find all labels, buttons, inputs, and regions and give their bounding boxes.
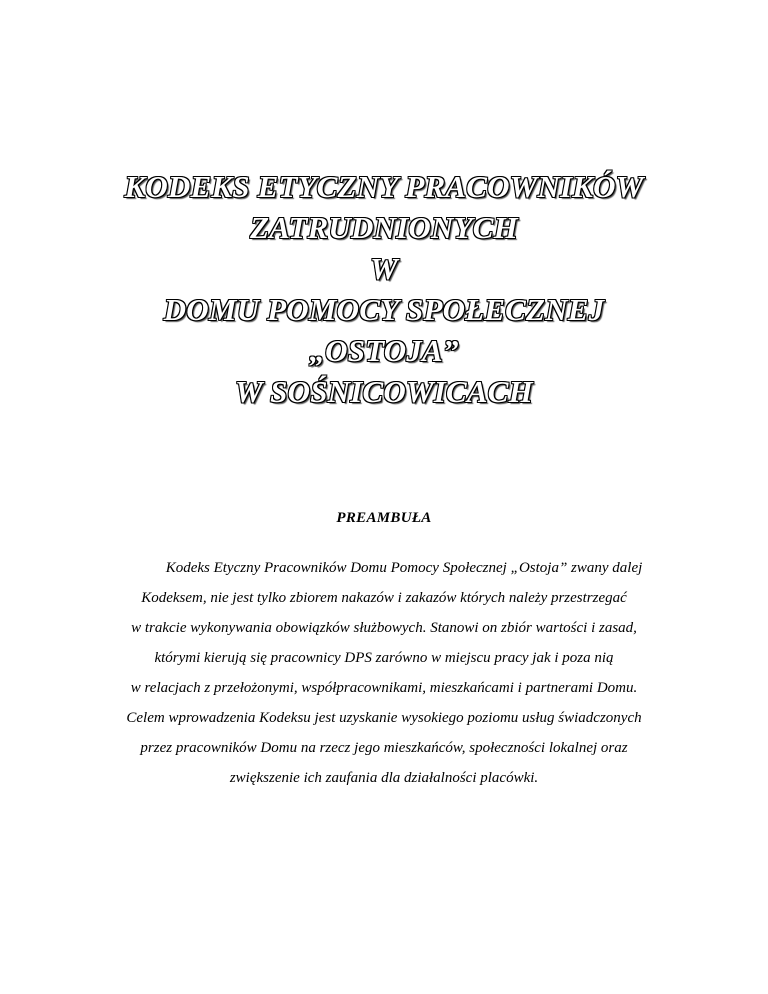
preamble-line-6: Celem wprowadzenia Kodeksu jest uzyskanie wysokiego poziomu usług świadczonych — [126, 710, 642, 726]
preamble-line-3: w trakcie wykonywania obowiązków służbowych. Stanowi on zbiór wartości i zasad, — [131, 620, 637, 636]
preamble-line-1: Kodeks Etyczny Pracowników Domu Pomocy Społecznej „Ostoja” zwany dalej — [165, 560, 643, 576]
preamble-line-8: zwiększenie ich zaufania dla działalności placówki. — [229, 770, 539, 786]
preamble-line-5: w relacjach z przełożonymi, współpracownikami, mieszkańcami i partnerami Domu. — [130, 680, 638, 696]
title-line-3: W — [370, 251, 398, 286]
title-line-2: ZATRUDNIONYCH — [250, 210, 518, 245]
title-line-1: KODEKS ETYCZNY PRACOWNIKÓW — [124, 169, 644, 204]
preamble-line-4: którymi kierują się pracownicy DPS zarówno w miejscu pracy jak i poza nią — [154, 650, 614, 666]
title-line-5: „OSTOJA” — [309, 333, 459, 368]
preamble-line-2: Kodeksem, nie jest tylko zbiorem nakazów i zakazów których należy przestrzegać — [141, 590, 627, 606]
title-line-4: DOMU POMOCY SPOŁECZNEJ — [163, 292, 605, 327]
title-line-6: W SOŚNICOWICACH — [235, 374, 533, 409]
preamble-body — [60, 553, 708, 793]
document-title — [0, 166, 768, 412]
preamble-line-7: przez pracowników Domu na rzecz jego mieszkańców, społeczności lokalnej oraz — [140, 740, 628, 756]
preamble-heading: PREAMBUŁA — [336, 510, 432, 526]
